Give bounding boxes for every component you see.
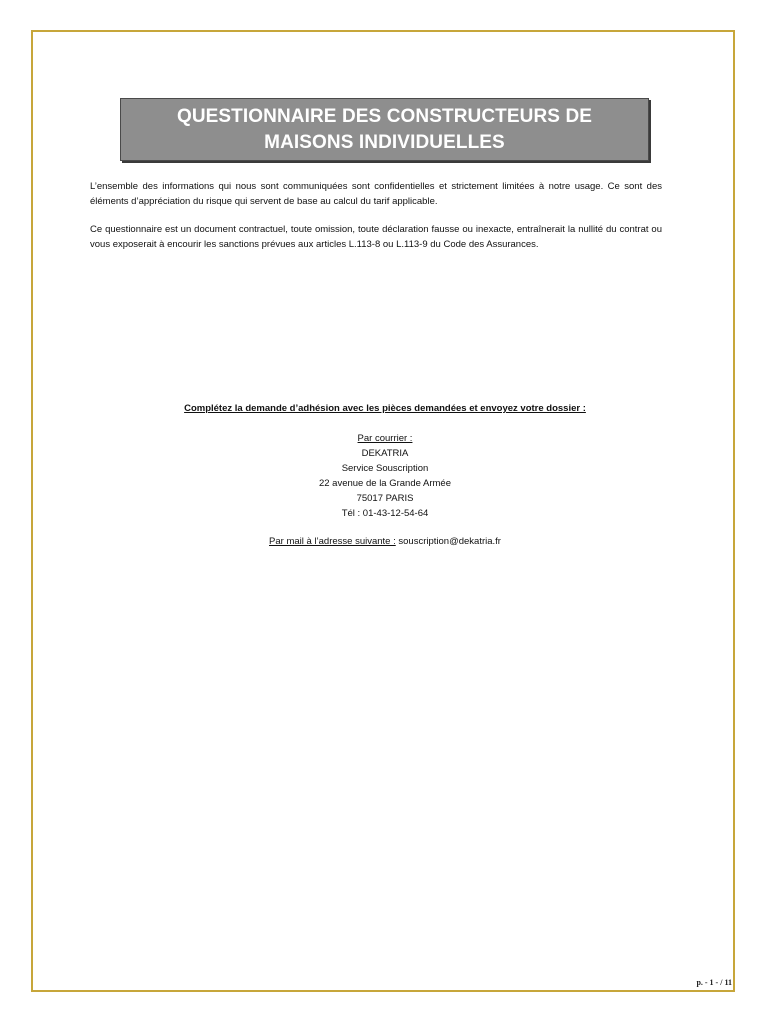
address-street: 22 avenue de la Grande Armée <box>318 478 452 489</box>
document-title-box <box>120 98 649 161</box>
email-label: Par mail à l’adresse suivante : <box>269 536 396 547</box>
document-title-line-1: QUESTIONNAIRE DES CONSTRUCTEURS DE <box>176 105 593 127</box>
confidentiality-paragraph: L’ensemble des informations qui nous sont communiquées sont confidentielles et strictement limitées à notre usage. Ce sont des éléments d’appréciation du risque qui servent de base au calcul du tarif applicable. <box>90 181 662 207</box>
address-phone: Tél : 01-43-12-54-64 <box>341 508 429 519</box>
email-line <box>90 534 680 549</box>
document-title-line-2: MAISONS INDIVIDUELLES <box>264 131 505 153</box>
address-company: DEKATRIA <box>361 448 409 459</box>
email-address[interactable]: souscription@dekatria.fr <box>398 536 501 547</box>
submission-instruction: Complétez la demande d’adhésion avec les pièces demandées et envoyez votre dossier : <box>184 403 586 414</box>
address-city: 75017 PARIS <box>356 493 414 504</box>
contract-warning-paragraph: Ce questionnaire est un document contractuel, toute omission, toute déclaration fausse ou inexacte, entraînerait la nullité du contrat ou vous exposerait à encourir les sanctions prévues aux articles L.113-8 ou L.113-9 du Code des Assurances. <box>90 224 662 250</box>
mail-label: Par courrier : <box>357 433 413 444</box>
address-service: Service Souscription <box>341 463 429 474</box>
page-number: p. - 1 - / 11 <box>696 978 732 987</box>
postal-address-block <box>90 431 680 521</box>
